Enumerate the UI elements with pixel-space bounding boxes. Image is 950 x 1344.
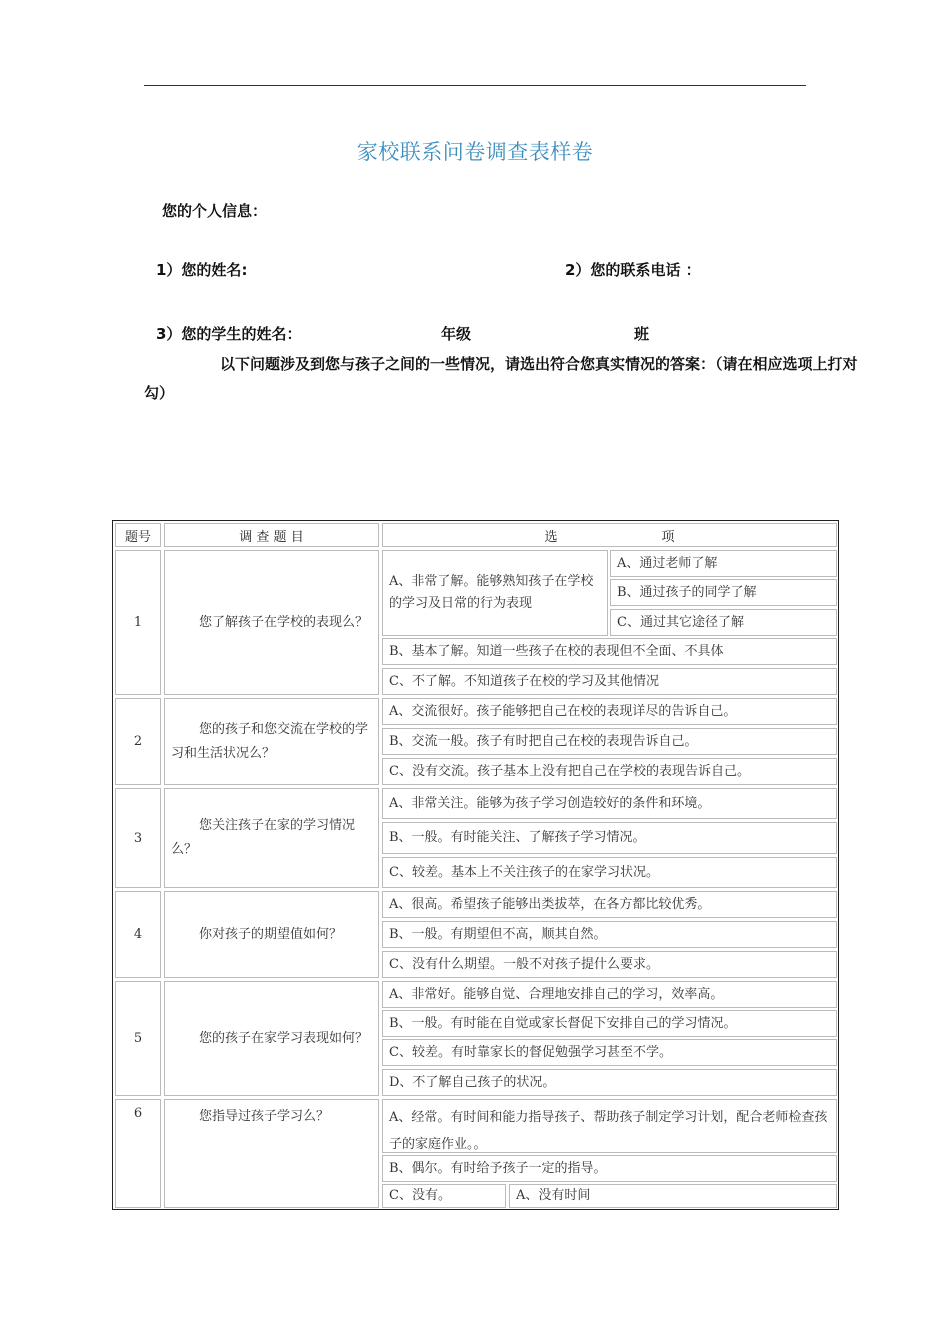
option-q1-c[interactable]: C、不了解。不知道孩子在校的学习及其他情况 [382, 668, 837, 695]
option-q6-b[interactable]: B、偶尔。有时给予孩子一定的指导。 [382, 1155, 837, 1182]
question-text: 您关注孩子在家的学习情况么？ [164, 788, 379, 888]
option-q6-a[interactable]: A、经常。有时间和能力指导孩子、帮助孩子制定学习计划，配合老师检查孩子的家庭作业。。 [382, 1099, 837, 1153]
question-text: 您的孩子在家学习表现如何？ [164, 981, 379, 1096]
option-q2-b[interactable]: B、交流一般。孩子有时把自己在校的表现告诉自己。 [382, 728, 837, 755]
option-q6-c[interactable]: C、没有。 [382, 1184, 506, 1208]
question-number: 4 [115, 891, 161, 978]
option-q5-c[interactable]: C、较差。有时靠家长的督促勉强学习甚至不学。 [382, 1039, 837, 1066]
header-rule [144, 85, 806, 86]
class-label: 班 [634, 325, 650, 343]
option-q6-c-sub-a[interactable]: A、没有时间 [509, 1184, 837, 1208]
option-q5-b[interactable]: B、一般。有时能在自觉或家长督促下安排自己的学习情况。 [382, 1010, 837, 1037]
header-no: 题号 [115, 523, 161, 547]
option-q3-b[interactable]: B、一般。有时能关注、了解孩子学习情况。 [382, 822, 837, 854]
personal-info-heading: 您的个人信息： [162, 202, 268, 220]
option-q3-c[interactable]: C、较差。基本上不关注孩子的在家学习状况。 [382, 857, 837, 888]
header-options: 选 项 [382, 523, 837, 547]
parent-name-label: 1）您的姓名: [156, 261, 248, 279]
option-q1-b[interactable]: B、基本了解。知道一些孩子在校的表现但不全面、不具体 [382, 638, 837, 665]
page-title: 家校联系问卷调查表样卷 [356, 140, 594, 164]
question-number: 2 [115, 698, 161, 785]
question-number: 1 [115, 550, 161, 695]
header-question: 调 查 题 目 [164, 523, 379, 547]
option-q4-a[interactable]: A、很高。希望孩子能够出类拔萃，在各方都比较优秀。 [382, 891, 837, 918]
option-q1-a[interactable]: A、非常了解。能够熟知孩子在学校的学习及日常的行为表现 [382, 550, 608, 636]
option-q4-b[interactable]: B、一般。有期望但不高，顺其自然。 [382, 921, 837, 948]
option-q3-a[interactable]: A、非常关注。能够为孩子学习创造较好的条件和环境。 [382, 788, 837, 819]
option-q5-d[interactable]: D、不了解自己孩子的状况。 [382, 1069, 837, 1096]
option-q4-c[interactable]: C、没有什么期望。一般不对孩子提什么要求。 [382, 951, 837, 978]
question-text: 你对孩子的期望值如何？ [164, 891, 379, 978]
option-q5-a[interactable]: A、非常好。能够自觉、合理地安排自己的学习，效率高。 [382, 981, 837, 1008]
phone-label: 2）您的联系电话 ： [565, 261, 701, 279]
question-number: 6 [115, 1099, 161, 1208]
option-q1-a-sub-c[interactable]: C、通过其它途径了解 [610, 609, 837, 636]
survey-table [112, 520, 839, 1210]
question-text: 您了解孩子在学校的表现么？ [164, 550, 379, 695]
question-number: 5 [115, 981, 161, 1096]
instructions: 以下问题涉及到您与孩子之间的一些情况，请选出符合您真实情况的答案：（请在相应选项上打对勾） [144, 355, 858, 402]
grade-label: 年级 [441, 325, 472, 343]
option-q1-a-sub-b[interactable]: B、通过孩子的同学了解 [610, 579, 837, 606]
question-text: 您指导过孩子学习么？ [164, 1099, 379, 1208]
student-name-label: 3）您的学生的姓名： [156, 325, 302, 343]
option-q2-a[interactable]: A、交流很好。孩子能够把自己在校的表现详尽的告诉自己。 [382, 698, 837, 725]
option-q1-a-sub-a[interactable]: A、通过老师了解 [610, 550, 837, 577]
question-text: 您的孩子和您交流在学校的学习和生活状况么？ [164, 698, 379, 785]
option-q2-c[interactable]: C、没有交流。孩子基本上没有把自己在学校的表现告诉自己。 [382, 758, 837, 785]
question-number: 3 [115, 788, 161, 888]
